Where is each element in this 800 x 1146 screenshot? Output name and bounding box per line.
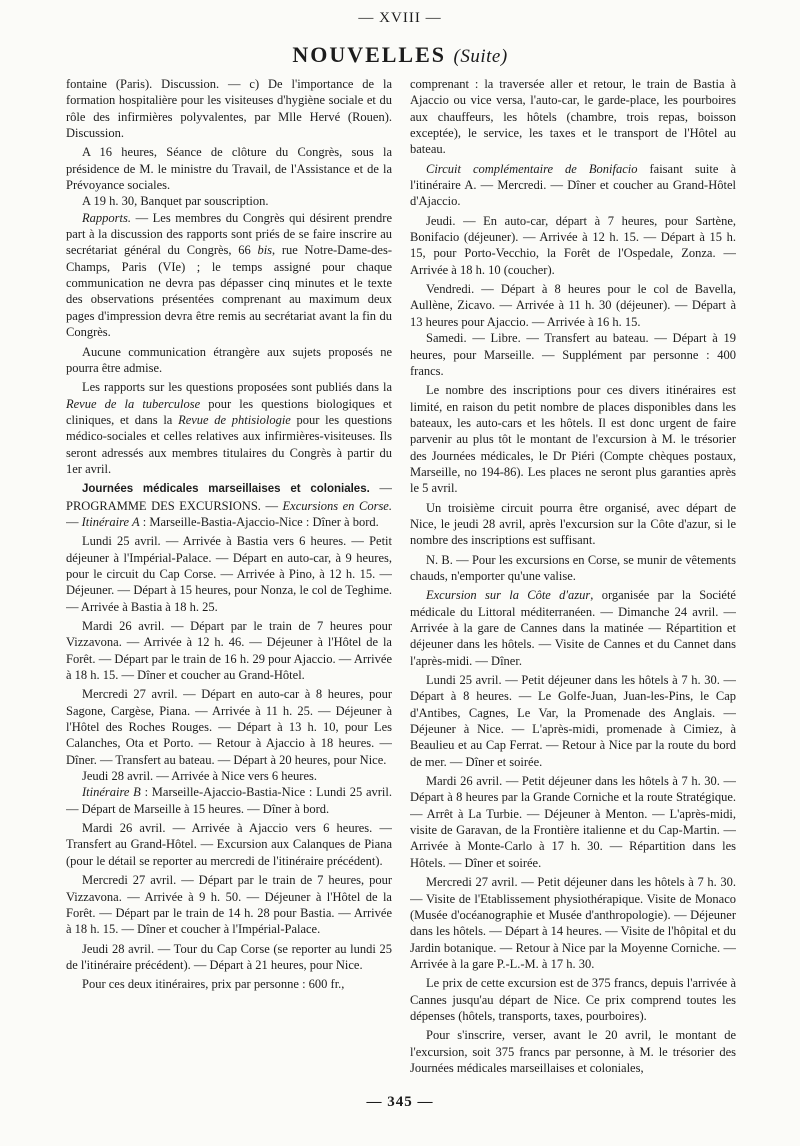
italic-lead: Rapports. (82, 210, 131, 225)
text-run: — Les membres du Congrès qui désirent prendre part à la discussion des rapports sont priés de se faire inscrire au secrétariat général du Congrès, 66 (66, 210, 392, 258)
italic-run: Excursions en Corse. (282, 498, 392, 513)
paragraph (410, 161, 736, 210)
paragraph: Vendredi. — Départ à 8 heures pour le col de Bavella, Aullène, Zicavo. — Arrivée à 11 h. 30 (déjeuner). — Départ à 13 heures pour Ajaccio. — Arrivée à 16 h. 15. (410, 282, 736, 329)
italic-run: Itinéraire A (81, 514, 140, 529)
paragraph: Pour ces deux itinéraires, prix par personne : 600 fr., (82, 977, 345, 992)
left-column (66, 76, 392, 1088)
text-run: , rue Notre-Dame-des-Champs, Paris (VIe) ; le temps assigné pour chaque communication ne devra pas dépasser cinq minutes et le texte des observations présentées comprenant au maximum deux pages d'impression devra être remis au secrétariat avant la fin du Congrès. (66, 243, 392, 340)
paragraph (66, 210, 392, 341)
paragraph (66, 784, 392, 817)
paragraph: Aucune communication étrangère aux sujets proposés ne pourra être admise. (66, 344, 392, 375)
text-run: — (66, 514, 82, 529)
paragraph: Pour s'inscrire, verser, avant le 20 avril, le montant de l'excursion, soit 375 francs par personne, à M. le trésorier des Journées médicales marseillaises et coloniales, (410, 1028, 736, 1075)
title-text: NOUVELLES (292, 42, 447, 67)
text-run: : Marseille-Ajaccio-Bastia-Nice : Lundi 25 avril. — Départ de Marseille à 15 heures. — Dîner à bord. (66, 785, 392, 816)
paragraph: Le nombre des inscriptions pour ces divers itinéraires est limité, en raison du petit nombre de places disponibles dans les bateaux, les auto-cars et les hôtels. Il est donc urgent de faire parvenir au plus tôt le montant de l'excursion à M. le trésorier des Journées médicales, le Dr Piéri (Compte chèques postaux, Marseille, no 194-86). Les places ne seront plus garanties après le 5 avril. (410, 383, 736, 496)
paragraph (410, 587, 736, 669)
running-head: — XVIII — (358, 10, 442, 26)
italic-lead: Excursion sur la Côte d'azur (426, 588, 591, 603)
paragraph: Mardi 26 avril. — Départ par le train de 7 heures pour Vizzavona. — Arrivée à 12 h. 46. — Déjeuner à l'Hôtel de la Forêt. — Départ par le train de 16 h. 29 pour Ajaccio. — Arrivée à 18 h. 15. — Dîner et coucher au Grand-Hôtel. (66, 619, 392, 683)
paragraph: Mercredi 27 avril. — Départ en auto-car à 8 heures, pour Sagone, Cargèse, Piana. — Arrivée à 11 h. 25. — Déjeuner à l'Hôtel des Roches Rouges. — Départ à 13 h. 10, pour Les Calanches, Ota et Porto. — Retour à Ajaccio à 18 heures. — Dîner. — Transfert au bateau. — Départ à 20 heures, pour Nice. (66, 687, 392, 767)
paragraph: Samedi. — Libre. — Transfert au bateau. — Départ à 19 heures, pour Marseille. — Supplément par personne : 400 francs. (410, 331, 736, 378)
paragraph: N. B. — Pour les excursions en Corse, se munir de vêtements chauds, n'emporter qu'une valise. (410, 552, 736, 583)
text-run: faisant suite à l'itinéraire A. — Mercredi. — Dîner et coucher au Grand-Hôtel d'Ajaccio. (410, 161, 736, 209)
italic-lead: Circuit complémentaire de Bonifacio (426, 161, 638, 176)
text-run: pour les questions médico-sociales et celles relatives aux infirmières-visiteuses. Ils seront adressés aux membres titulaires du Congrès à partir du 1er avril. (66, 412, 392, 476)
paragraph (66, 480, 392, 530)
section-heading: Journées médicales marseillaises et coloniales. (82, 483, 370, 496)
paragraph: Mardi 26 avril. — Arrivée à Ajaccio vers 6 heures. — Transfert au Grand-Hôtel. — Excursion aux Calanques de Piana (pour le détail se reporter au mercredi de l'itinéraire précédent). (66, 821, 392, 868)
paragraph: Mardi 26 avril. — Petit déjeuner dans les hôtels à 7 h. 30. — Départ à 8 heures par la Grande Corniche et la route Stratégique. — Arrêt à La Turbie. — Déjeuner à Menton. — L'après-midi, visite de Garavan, de la Frontière italienne et du Cap-Martin. — Arrivée à Monte-Carlo à 17 h. 30. — Répartition dans les Hôtels. — Dîner et soirée. (410, 774, 736, 870)
paragraph: Mercredi 27 avril. — Départ par le train de 7 heures, pour Vizzavona. — Arrivée à 9 h. 50. — Déjeuner à l'Hôtel de la Forêt. — Départ par le train de 14 h. 28 pour Bastia. — Arrivée à 18 h. 15. — Dîner et coucher à l'Impérial-Palace. (66, 873, 392, 937)
paragraph: Jeudi 28 avril. — Tour du Cap Corse (se reporter au lundi 25 de l'itinéraire précédent). — Départ à 21 heures, pour Nice. (66, 941, 392, 972)
paragraph: comprenant : la traversée aller et retour, le train de Bastia à Ajaccio ou vice versa, l'auto-car, le garde-place, les pourboires aux chauffeurs, les hôtels (chambre, trois repas, boisson exceptée), le service, les taxes et le transport de l'Hôtel au bateau. (410, 77, 736, 157)
journal-title: Revue de la tuberculose (66, 396, 201, 411)
paragraph: Jeudi. — En auto-car, départ à 7 heures, pour Sartène, Bonifacio (déjeuner). — Arrivée à 12 h. 15. — Départ à 15 h. 15, pour Porto-Vecchio, la Forêt de l'Ospedale, Zonza. — Arrivée à 18 h. 10 (coucher). (410, 213, 736, 277)
paragraph: Mercredi 27 avril. — Petit déjeuner dans les hôtels à 7 h. 30. — Visite de l'Etablissement physiothérapique. Visite de Monaco (Musée d'océanographie et Musée d'anthropologie). — Déjeuner dans les hôtels. — Départ à 14 heures. — Visite de l'hôpital et du Jardin botanique. — Retour à Nice par la Moyenne Corniche. — Arrivée à la gare P.-L.-M. à 17 h. 30. (410, 875, 736, 971)
paragraph (66, 379, 392, 477)
paragraph: Un troisième circuit pourra être organisé, avec départ de Nice, le jeudi 28 avril, après l'excursion sur la Côte d'azur, si le nombre des inscriptions est suffisant. (410, 500, 736, 548)
text-run: : Marseille-Bastia-Ajaccio-Nice : Dîner à bord. (139, 514, 379, 529)
paragraph: Lundi 25 avril. — Petit déjeuner dans les hôtels à 7 h. 30. — Départ à 8 heures. — Le Golfe-Juan, Juan-les-Pins, le Cap d'Antibes, Cagnes, Le Var, la Promenade des Anglais. — Déjeuner à Nice. — L'après-midi, promenade à Cimiez, à Beaulieu et au Cap Ferrat. — Retour à Nice par la route du bord de mer. — Dîner et soirée. (410, 673, 736, 769)
text-run: Les rapports sur les questions proposées sont publiés dans la (82, 380, 392, 395)
journal-title: Revue de phtisiologie (178, 412, 291, 427)
text-run: , organisée par la Société médicale du Littoral méditerranéen. — Dimanche 24 avril. — Arrivée à la gare de Cannes dans la matinée — Répartition et déjeuner dans les hôtels. — Visite de Cannes et du Cannet dans l'après-midi. — Dîner. (410, 588, 736, 668)
paragraph: A 19 h. 30, Banquet par souscription. (82, 194, 269, 209)
right-column (410, 76, 736, 1088)
title-suffix: (Suite) (453, 46, 508, 67)
italic-lead: Itinéraire B (82, 785, 141, 800)
text-run: — PROGRAMME DES EXCURSIONS. — (66, 481, 392, 513)
paragraph: Le prix de cette excursion est de 375 francs, depuis l'arrivée à Cannes jusqu'au départ de Nice. Ce prix comprend toutes les dépenses (hôtels, transports, taxes, pourboires). (410, 976, 736, 1023)
paragraph: fontaine (Paris). Discussion. — c) De l'importance de la formation hospitalière pour les visiteuses d'hygiène sociale et du rôle des infirmières polyvalentes, par Mlle Hervé (Rouen). Discussion. (66, 77, 392, 141)
paragraph: A 16 heures, Séance de clôture du Congrès, sous la présidence de M. le ministre du Travail, de l'Assistance et de la Prévoyance sociales. (66, 145, 392, 193)
section-title (0, 42, 800, 68)
paragraph: Jeudi 28 avril. — Arrivée à Nice vers 6 heures. (82, 769, 317, 784)
page-number: — 345 — (366, 1094, 434, 1110)
paragraph: Lundi 25 avril. — Arrivée à Bastia vers 6 heures. — Petit déjeuner à l'Impérial-Palace. — Départ en auto-car, à 9 heures, pour le circuit du Cap Corse. — Arrivée à Pino, à 12 h. 15. — Déjeuner. — Départ à 15 heures, pour Nonza, le col de Teghime. — Arrivée à Bastia à 18 h. 25. (66, 534, 392, 614)
text-run: pour les questions biologiques et cliniques, et dans la (66, 396, 392, 427)
italic-run: bis (257, 243, 273, 258)
